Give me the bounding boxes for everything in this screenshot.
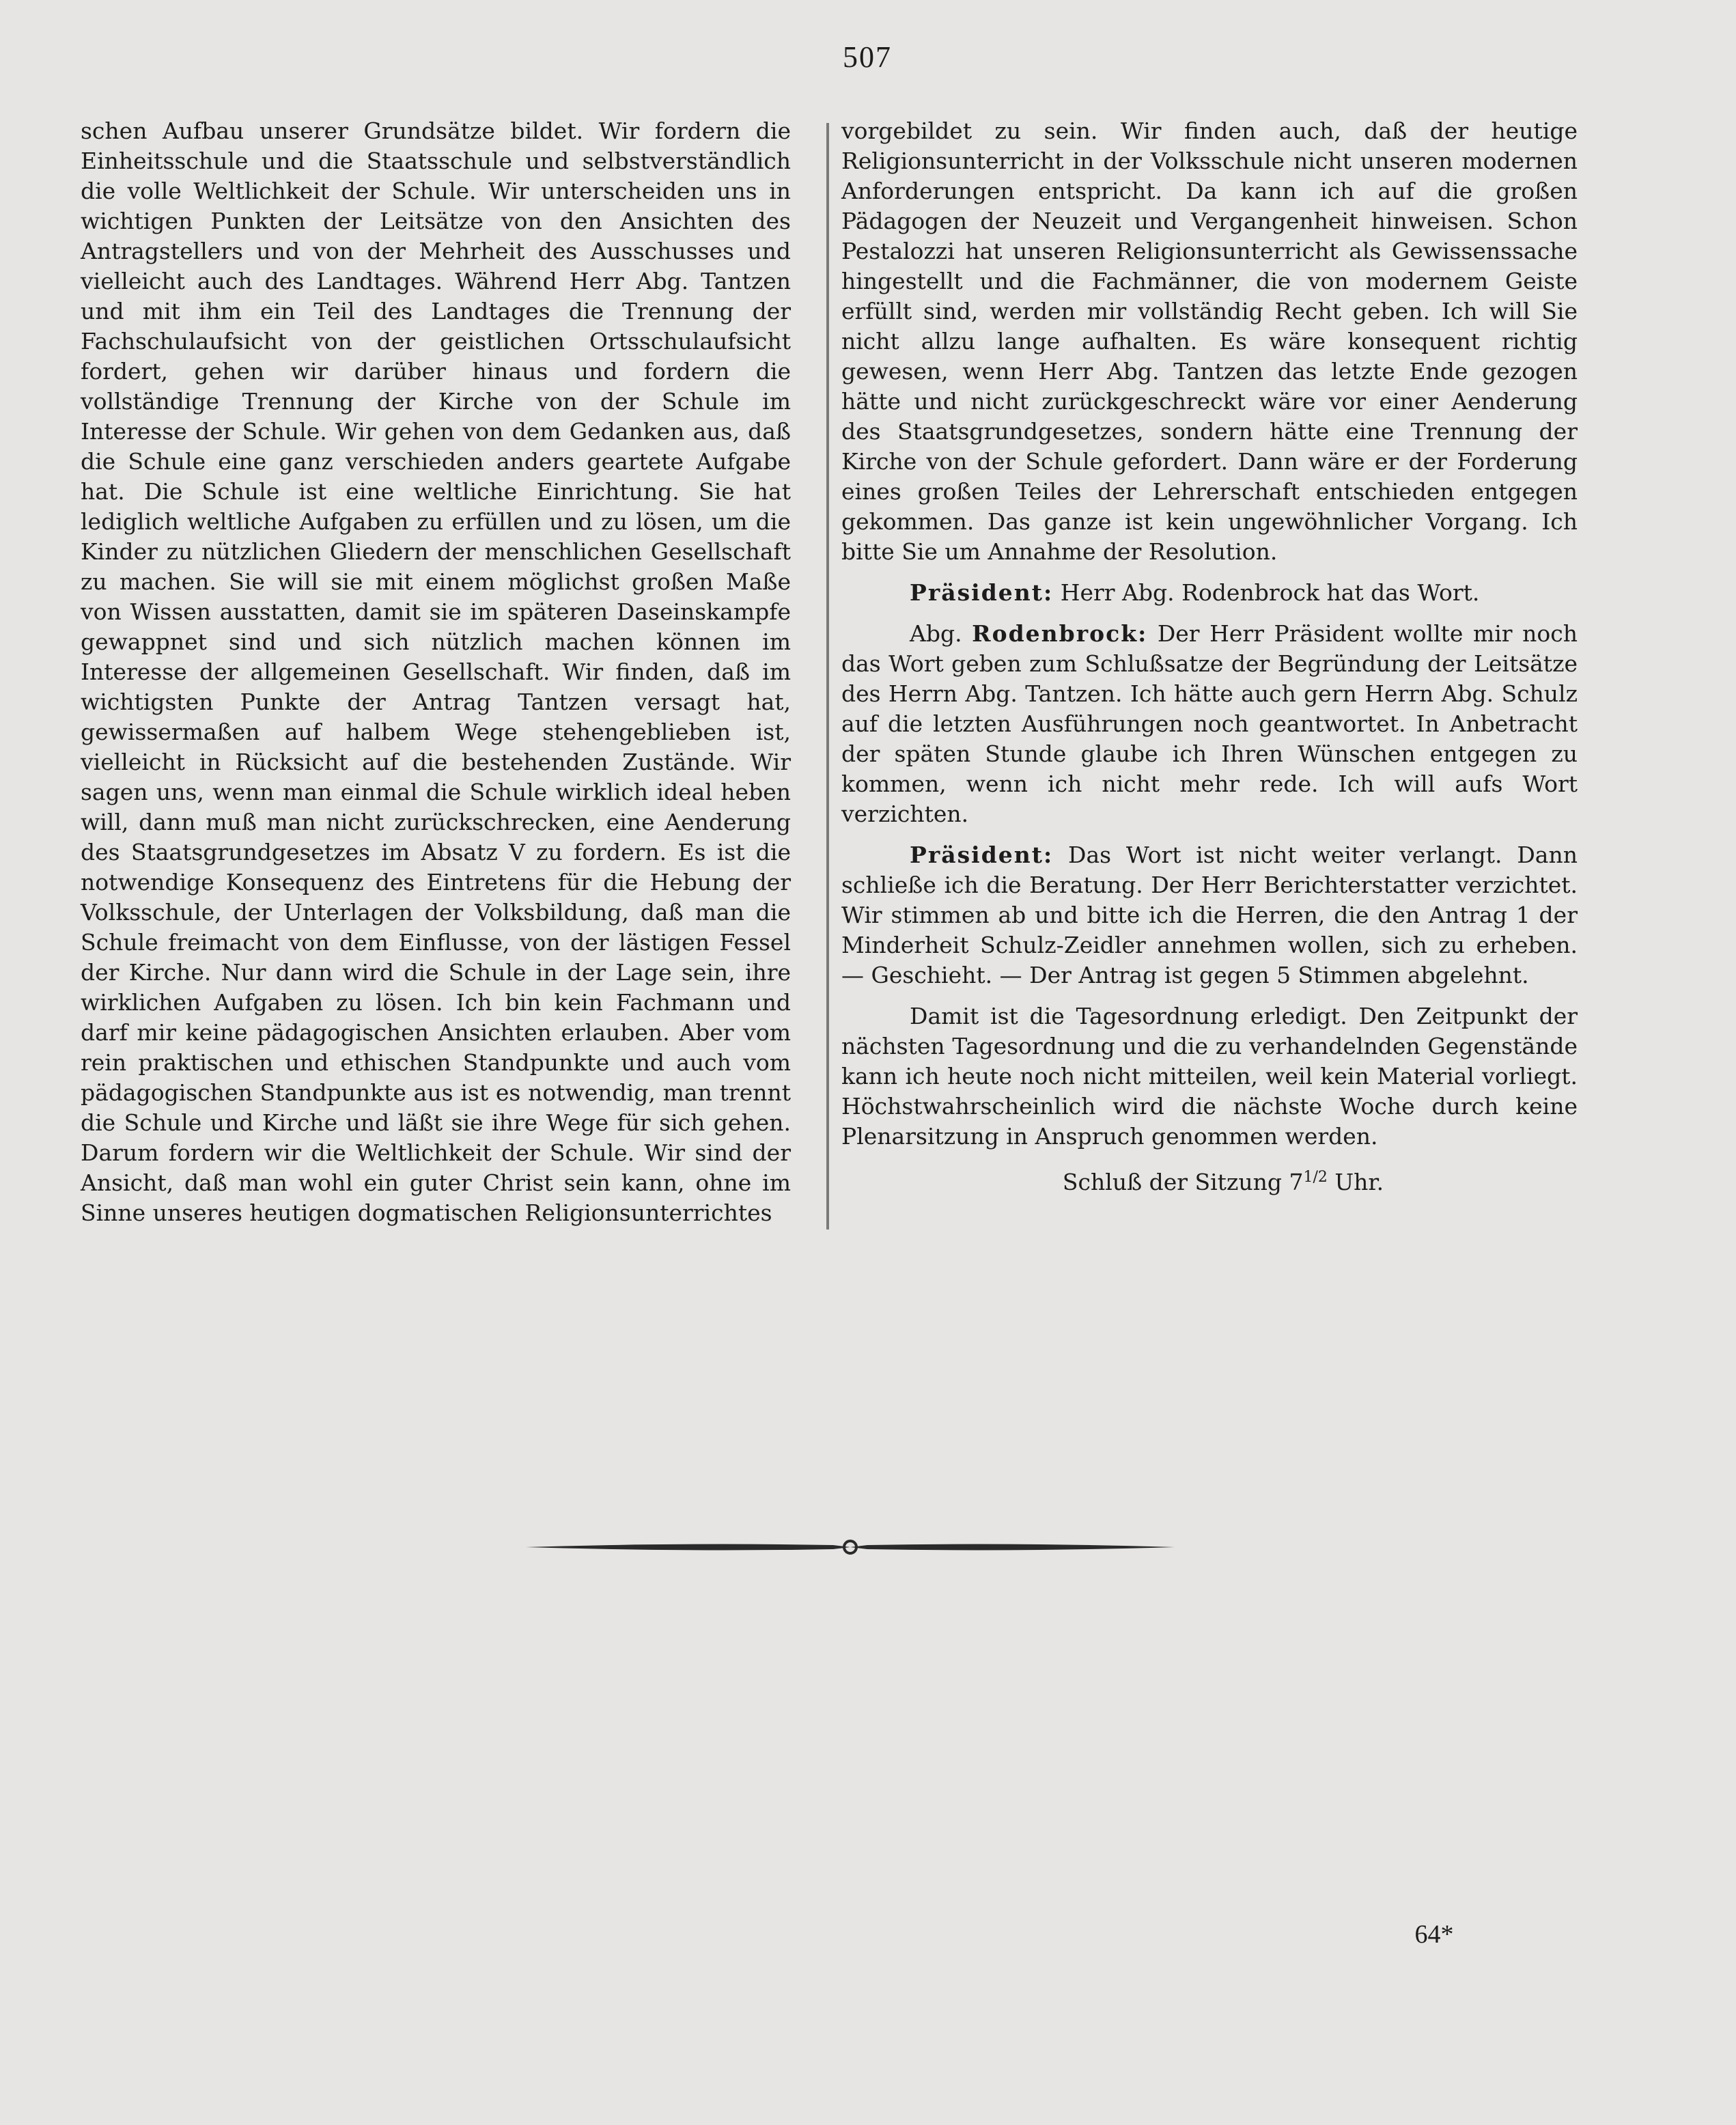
signature-mark: 64*	[1414, 1920, 1454, 1949]
page-number: 507	[843, 40, 892, 74]
speech-text: Herr Abg. Rodenbrock hat das Wort.	[1060, 579, 1480, 606]
ornament-divider	[526, 1530, 1175, 1564]
closing-fraction: 1/2	[1303, 1169, 1328, 1186]
closing-text: Schluß der Sitzung 7	[1062, 1169, 1304, 1195]
left-paragraph: schen Aufbau unserer Grundsätze bildet. Wir fordern die Einheitsschule und die Staatsschule und selbstverständlich die volle Weltlichkeit der Schule. Wir unterscheiden uns in wichtigen Punkten der Leitsätze von den Ansichten des Antragstellers und von der Mehrheit des Ausschusses und vielleicht auch des Landtages. Während Herr Abg. Tantzen und mit ihm ein Teil des Landtages die Trennung der Fachschulaufsicht von der geistlichen Ortsschulaufsicht fordert, gehen wir darüber hinaus und fordern die vollständige Trennung der Kirche von der Schule im Interesse der Schule. Wir gehen von dem Gedanken aus, daß die Schule eine ganz verschieden anders geartete Aufgabe hat. Die Schule ist eine weltliche Einrichtung. Sie hat lediglich weltliche Aufgaben zu erfüllen und zu lösen, um die Kinder zu nützlichen Gliedern der menschlichen Gesellschaft zu machen. Sie will sie mit einem möglichst großen Maße von Wissen ausstatten, damit sie im späteren Daseinskampfe gewappnet sind und sich nützlich machen können im Interesse der allgemeinen Gesellschaft. Wir finden, daß im wichtigsten Punkte der Antrag Tantzen versagt hat, gewissermaßen auf halbem Wege stehengeblieben ist, vielleicht in Rücksicht auf die bestehenden Zustände. Wir sagen uns, wenn man einmal die Schule wirklich ideal heben will, dann muß man nicht zurückschrecken, eine Aenderung des Staatsgrundgesetzes im Absatz V zu fordern. Es ist die notwendige Konsequenz des Eintretens für die Hebung der Volksschule, der Unterlagen der Volksbildung, daß man die Schule freimacht von dem Einflusse, von der lästigen Fessel der Kirche. Nur dann wird die Schule in der Lage sein, ihre wirklichen Aufgaben zu lösen. Ich bin kein Fachmann und darf mir keine pädagogischen Ansichten erlauben. Aber vom rein praktischen und ethischen Standpunkte und auch vom pädagogischen Standpunkte aus ist es notwendig, man trennt die Schule und Kirche und läßt sie ihre Wege für sich gehen. Darum fordern wir die Weltlichkeit der Schule. Wir sind der Ansicht, daß man wohl ein guter Christ sein kann, ohne im Sinne unseres heutigen dogmatischen Religionsunterrichtes	[81, 117, 791, 1226]
session-closing	[841, 1163, 1578, 1197]
right-paragraph-4	[841, 840, 1578, 990]
right-paragraph-5: Damit ist die Tagesordnung erledigt. Den Zeitpunkt der nächsten Tagesordnung und die zu verhandelnden Gegenstände kann ich heute noch nicht mitteilen, weil kein Material vorliegt. Höchstwahrscheinlich wird die nächste Woche durch keine Plenarsitzung in Anspruch genommen werden.	[841, 1003, 1578, 1150]
speaker-label: Präsident:	[910, 579, 1054, 606]
right-column	[841, 116, 1578, 1208]
speaker-label: Rodenbrock:	[972, 620, 1148, 647]
right-paragraph-3	[841, 619, 1578, 829]
right-paragraph-1: vorgebildet zu sein. Wir finden auch, daß der heutige Religionsunterricht in der Volksschule nicht unseren modernen Anforderungen entspricht. Da kann ich auf die großen Pädagogen der Neuzeit und Vergangenheit hinweisen. Schon Pestalozzi hat unseren Religionsunterricht als Gewissenssache hingestellt und die Fachmänner, die von modernem Geiste erfüllt sind, werden mir vollständig Recht geben. Ich will Sie nicht allzu lange aufhalten. Es wäre konsequent richtig gewesen, wenn Herr Abg. Tantzen das letzte Ende gezogen hätte und nicht zurückgeschreckt wäre vor einer Aenderung des Staatsgrundgesetzes, sondern hätte eine Trennung der Kirche von der Schule gefordert. Dann wäre er der Forderung eines großen Teiles der Lehrerschaft entschieden entgegen gekommen. Das ganze ist kein ungewöhnlicher Vorgang. Ich bitte Sie um Annahme der Resolution.	[841, 117, 1578, 565]
speaker-label: Präsident:	[910, 842, 1054, 868]
column-divider	[826, 123, 829, 1230]
left-column	[81, 116, 791, 1239]
title-prefix: Abg.	[910, 620, 962, 647]
speech-text: Der Herr Präsident wollte mir noch das Wort geben zum Schlußsatze der Begründung der Leitsätze des Herrn Abg. Tantzen. Ich hätte auch gern Herrn Abg. Schulz auf die letzten Ausführungen noch geantwortet. In Anbetracht der späten Stunde glaube ich Ihren Wünschen entgegen zu kommen, wenn ich nicht mehr rede. Ich will aufs Wort verzichten.	[841, 620, 1578, 827]
closing-suffix: Uhr.	[1327, 1169, 1384, 1195]
right-paragraph-2	[841, 578, 1578, 608]
speech-text: Das Wort ist nicht weiter verlangt. Dann schließe ich die Beratung. Der Herr Berichterstatter verzichtet. Wir stimmen ab und bitte ich die Herren, die den Antrag 1 der Minderheit Schulz-Zeidler annehmen wollen, sich zu erheben. — Geschieht. — Der Antrag ist gegen 5 Stimmen abgelehnt.	[841, 842, 1578, 988]
